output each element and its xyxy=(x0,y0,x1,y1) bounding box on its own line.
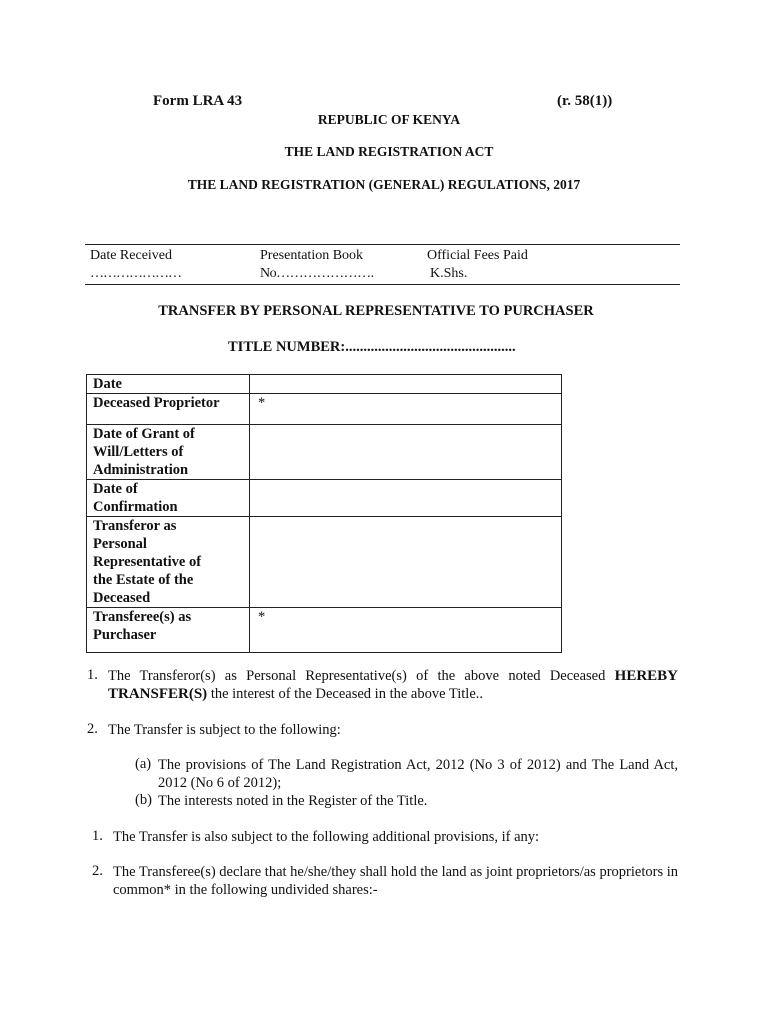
presentation-book-label: Presentation Book xyxy=(260,248,364,263)
clause-3-number: 1. xyxy=(92,828,103,844)
table-row xyxy=(87,375,562,394)
confirmation-line-2: Confirmation xyxy=(93,499,178,515)
title-number[interactable]: TITLE NUMBER:............................................... xyxy=(228,339,516,355)
grant-line-3: Administration xyxy=(93,462,189,478)
clause-2-number: 2. xyxy=(87,721,98,737)
transferor-label xyxy=(87,517,250,608)
clause-4-number: 2. xyxy=(92,863,103,879)
form-number: Form LRA 43 xyxy=(153,93,243,109)
rule-reference: (r. 58(1)) xyxy=(557,93,613,109)
office-box-bottom-rule xyxy=(85,284,680,285)
clause-3-text: The Transfer is also subject to the following additional provisions, if any: xyxy=(113,829,540,845)
grant-line-2: Will/Letters of xyxy=(93,444,184,460)
subclause-b-label: (b) xyxy=(135,792,152,808)
clause-4-text: The Transferee(s) declare that he/she/they shall hold the land as joint proprietors/as proprietors in common* in the following undivided shares:- xyxy=(113,864,678,898)
table-row xyxy=(87,425,562,480)
transferor-line-5: Deceased xyxy=(93,590,151,606)
transferee-line-1: Transferee(s) as xyxy=(93,609,192,625)
regulations-heading: THE LAND REGISTRATION (GENERAL) REGULATIONS, 2017 xyxy=(187,177,581,192)
clause-1-number: 1. xyxy=(87,667,98,683)
presentation-book-field[interactable]: No…………………. xyxy=(260,266,374,281)
grant-line-1: Date of Grant of xyxy=(93,426,195,442)
confirmation-line-1: Date of xyxy=(93,481,138,497)
confirmation-date-label xyxy=(87,480,250,517)
grant-date-cell[interactable] xyxy=(250,425,562,480)
grant-date-label xyxy=(87,425,250,480)
deceased-proprietor-label: Deceased Proprietor xyxy=(87,394,250,425)
transfer-details-table xyxy=(86,374,562,653)
act-heading: THE LAND REGISTRATION ACT xyxy=(284,144,494,159)
transferee-line-2: Purchaser xyxy=(93,627,157,643)
office-box-top-rule xyxy=(85,244,680,245)
clause-2-text: The Transfer is subject to the following: xyxy=(108,722,341,738)
transferor-line-3: Representative of xyxy=(93,554,202,570)
transferee-cell[interactable]: * xyxy=(250,608,562,653)
table-row xyxy=(87,480,562,517)
subclause-a-text: The provisions of The Land Registration Act, 2012 (No 3 of 2012) and The Land Act, 2012 (No 6 of 2012); xyxy=(158,757,678,791)
confirmation-date-cell[interactable] xyxy=(250,480,562,517)
deceased-proprietor-cell[interactable]: * xyxy=(250,394,562,425)
republic-heading: REPUBLIC OF KENYA xyxy=(317,112,461,127)
date-received-field[interactable]: ………………… xyxy=(90,266,181,281)
date-value-cell[interactable] xyxy=(250,375,562,394)
transferor-line-2: Personal xyxy=(93,536,147,552)
official-fees-label: Official Fees Paid xyxy=(427,248,528,263)
date-label: Date xyxy=(87,375,250,394)
transferor-cell[interactable] xyxy=(250,517,562,608)
table-row xyxy=(87,394,562,425)
transferor-line-4: the Estate of the xyxy=(93,572,194,588)
subclause-b-text: The interests noted in the Register of the Title. xyxy=(158,793,428,809)
table-row xyxy=(87,608,562,653)
official-fees-field[interactable]: K.Shs. xyxy=(430,266,468,281)
transferor-line-1: Transferor as xyxy=(93,518,177,534)
subclause-a-label: (a) xyxy=(135,756,152,772)
date-received-label: Date Received xyxy=(90,248,173,263)
transferee-label xyxy=(87,608,250,653)
document-title: TRANSFER BY PERSONAL REPRESENTATIVE TO PURCHASER xyxy=(158,303,594,319)
table-row xyxy=(87,517,562,608)
clause-1-text: The Transferor(s) as Personal Representative(s) of the above noted Deceased HEREBY TRANSFER(S) the interest of the Deceased in the above Title.. xyxy=(108,668,679,702)
